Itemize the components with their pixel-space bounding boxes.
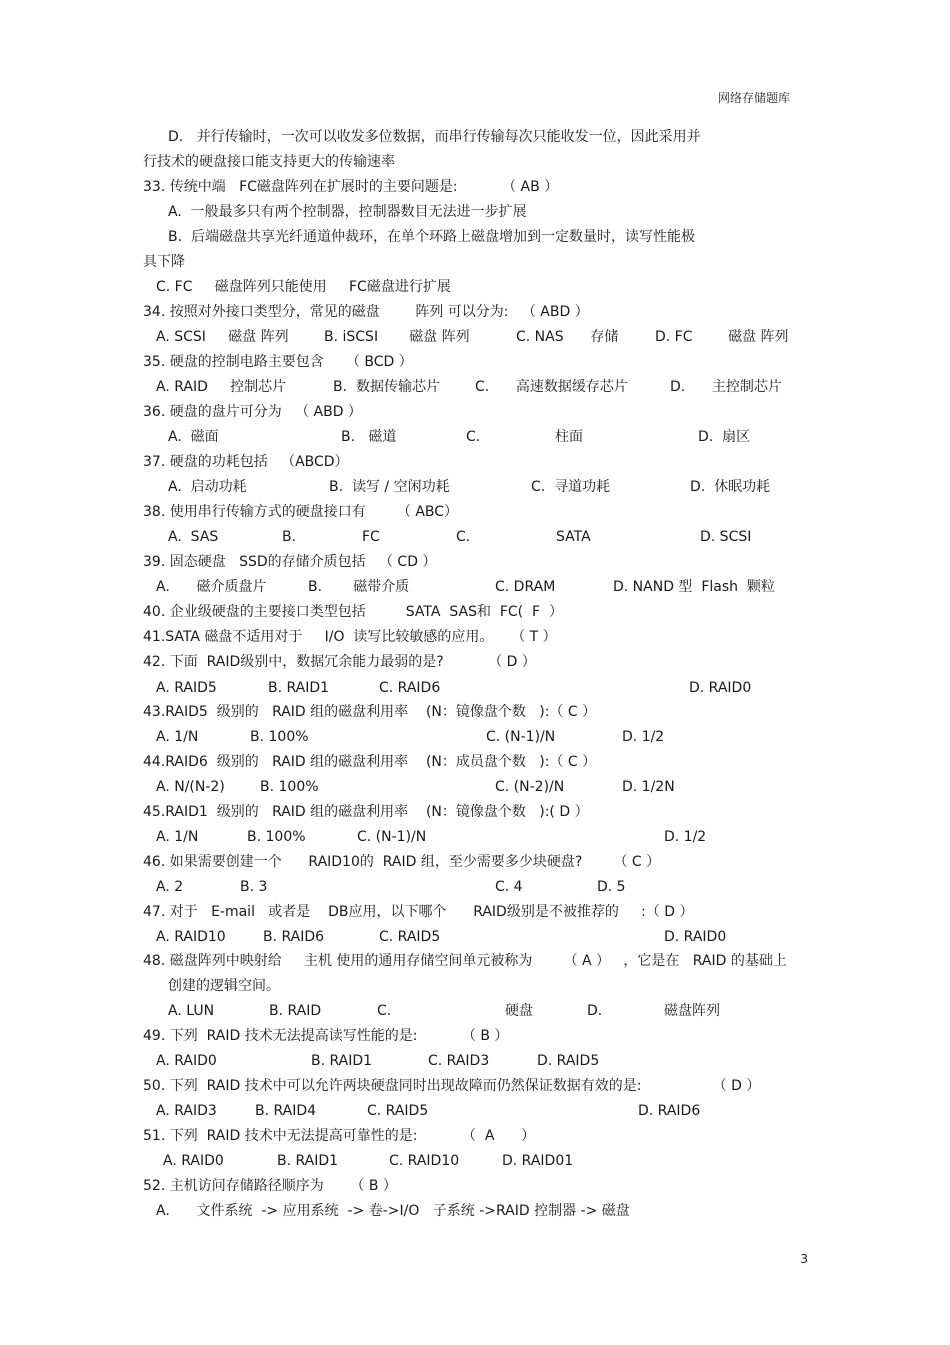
option: D. NAND 型 Flash 颗粒 — [613, 579, 775, 595]
option: B. 3 — [240, 879, 268, 895]
option: D. — [587, 1003, 603, 1019]
option: C. RAID6 — [379, 680, 441, 696]
option: B. RAID1 — [311, 1053, 373, 1069]
option: B. 磁道 — [341, 429, 397, 445]
option: C. — [377, 1003, 392, 1019]
question-33-option-a: A. 一般最多只有两个控制器，控制器数目无法进一步扩展 — [168, 204, 527, 220]
option: D. 5 — [597, 879, 626, 895]
option: B. — [282, 529, 297, 545]
question-34: 34. 按照对外接口类型分，常见的磁盘 阵列 可以分为: （ ABD ） — [143, 304, 589, 320]
option: C. RAID5 — [367, 1103, 429, 1119]
option: B. iSCSI 磁盘 阵列 — [324, 329, 470, 345]
option: B. 磁带介质 — [308, 579, 410, 595]
option: C. RAID10 — [389, 1153, 460, 1169]
option: B. 读写 / 空闲功耗 — [329, 479, 450, 495]
option: C. NAS 存储 — [516, 329, 619, 345]
question-40: 40. 企业级硬盘的主要接口类型包括 SATA SAS和 FC( F ） — [143, 604, 563, 620]
option: C. RAID5 — [379, 929, 441, 945]
option: C. (N-1)/N — [486, 729, 556, 745]
question-32-option-d-continued: 行技术的硬盘接口能支持更大的传输速率 — [143, 154, 395, 170]
option: D. RAID6 — [638, 1103, 701, 1119]
option: 柱面 — [555, 429, 583, 445]
option: A. 2 — [156, 879, 184, 895]
option: D. RAID0 — [689, 680, 752, 696]
option: A. SAS — [168, 529, 219, 545]
question-33-option-b-continued: 具下降 — [143, 254, 185, 270]
option: C. (N-2)/N — [495, 779, 565, 795]
question-38: 38. 使用串行传输方式的硬盘接口有 （ ABC） — [143, 504, 459, 520]
option: A. RAID0 — [156, 1053, 217, 1069]
option: B. RAID1 — [268, 680, 330, 696]
option: 磁盘阵列 — [664, 1003, 720, 1019]
page-number: 3 — [800, 1252, 808, 1266]
option: A. RAID 控制芯片 — [156, 379, 287, 395]
option: A. RAID0 — [163, 1153, 224, 1169]
question-42: 42. 下面 RAID级别中，数据冗余能力最弱的是? （ D ） — [143, 654, 536, 670]
option: A. RAID3 — [156, 1103, 217, 1119]
option: SATA — [556, 529, 591, 545]
option: D. 1/2N — [622, 779, 675, 795]
option: A. RAID10 — [156, 929, 226, 945]
option: B. RAID4 — [255, 1103, 317, 1119]
option: D. FC 磁盘 阵列 — [655, 329, 789, 345]
option: D. RAID5 — [537, 1053, 600, 1069]
page-header: 网络存储题库 — [717, 91, 790, 105]
option: A. SCSI 磁盘 阵列 — [156, 329, 289, 345]
option: FC — [362, 529, 380, 545]
question-44: 44.RAID6 级别的 RAID 组的磁盘利用率 (N：成员盘个数 ):（ C ） — [143, 754, 597, 770]
option: C. DRAM — [495, 579, 556, 595]
question-41: 41.SATA 磁盘不适用对于 I/O 读写比较敏感的应用。 （ T ） — [143, 629, 557, 645]
question-48-continued: 创建的逻辑空间。 — [168, 978, 280, 994]
option: C. — [456, 529, 471, 545]
question-37: 37. 硬盘的功耗包括 （ABCD） — [143, 454, 349, 470]
question-43: 43.RAID5 级别的 RAID 组的磁盘利用率 (N：镜像盘个数 ):（ C ） — [143, 704, 597, 720]
option: B. RAID1 — [277, 1153, 339, 1169]
question-33: 33. 传统中端 FC磁盘阵列在扩展时的主要问题是: （ AB ） — [143, 179, 559, 195]
option: B. 数据传输芯片 — [333, 379, 440, 395]
question-46: 46. 如果需要创建一个 RAID10的 RAID 组，至少需要多少块硬盘? （ C ） — [143, 854, 661, 870]
option: D. 扇区 — [698, 429, 751, 445]
question-52: 52. 主机访问存储路径顺序为 （ B ） — [143, 1178, 397, 1194]
question-35: 35. 硬盘的控制电路主要包含 （ BCD ） — [143, 354, 413, 370]
question-33-option-c: C. FC 磁盘阵列只能使用 FC磁盘进行扩展 — [156, 279, 451, 295]
question-32-option-d: D. 并行传输时，一次可以收发多位数据，而串行传输每次只能收发一位，因此采用并 — [168, 129, 701, 145]
question-33-option-b: B. 后端磁盘共享光纤通道仲裁环，在单个环路上磁盘增加到一定数量时，读写性能极 — [168, 229, 695, 245]
option: C. (N-1)/N — [357, 829, 427, 845]
option: D. RAID0 — [664, 929, 727, 945]
option: B. 100% — [247, 829, 306, 845]
option: B. 100% — [250, 729, 309, 745]
option: D. 1/2 — [622, 729, 665, 745]
option: D. 主控制芯片 — [670, 379, 782, 395]
option: A. 磁介质盘片 — [156, 579, 267, 595]
option: A. 启动功耗 — [168, 479, 247, 495]
option: A. 1/N — [156, 829, 199, 845]
option: C. — [466, 429, 481, 445]
option: D. RAID01 — [502, 1153, 574, 1169]
question-50: 50. 下列 RAID 技术中可以允许两块硬盘同时出现故障而仍然保证数据有效的是: （ D ） — [143, 1078, 761, 1094]
question-48: 48. 磁盘阵列中映射给 主机 使用的通用存储空间单元被称为 （ A ） ，它是在 RAID 的基础上 — [143, 953, 787, 969]
option: C. RAID3 — [428, 1053, 490, 1069]
option: A. LUN — [168, 1003, 215, 1019]
question-49: 49. 下列 RAID 技术无法提高读写性能的是: （ B ） — [143, 1028, 509, 1044]
option: D. 休眠功耗 — [690, 479, 771, 495]
option: B. RAID — [269, 1003, 322, 1019]
option: B. RAID6 — [263, 929, 325, 945]
option: C. 4 — [495, 879, 523, 895]
question-39: 39. 固态硬盘 SSD的存储介质包括 （ CD ） — [143, 554, 437, 570]
option: A. RAID5 — [156, 680, 217, 696]
question-51: 51. 下列 RAID 技术中无法提高可靠性的是: （ A ） — [143, 1128, 536, 1144]
option: D. 1/2 — [664, 829, 707, 845]
option: C. 高速数据缓存芯片 — [475, 379, 628, 395]
option: D. SCSI — [700, 529, 752, 545]
question-47: 47. 对于 E-mail 或者是 DB应用，以下哪个 RAID级别是不被推荐的 :（ D ） — [143, 904, 694, 920]
option: B. 100% — [260, 779, 319, 795]
option: A. 1/N — [156, 729, 199, 745]
question-45: 45.RAID1 级别的 RAID 组的磁盘利用率 (N：镜像盘个数 ):( D ） — [143, 804, 589, 820]
question-52-option-a: A. 文件系统 -> 应用系统 -> 卷->I/O 子系统 ->RAID 控制器 -> 磁盘 — [156, 1203, 630, 1219]
option: A. 磁面 — [168, 429, 219, 445]
option: C. 寻道功耗 — [531, 479, 611, 495]
option: A. N/(N-2) — [156, 779, 225, 795]
question-36: 36. 硬盘的盘片可分为 （ ABD ） — [143, 404, 362, 420]
option: 硬盘 — [505, 1003, 533, 1019]
